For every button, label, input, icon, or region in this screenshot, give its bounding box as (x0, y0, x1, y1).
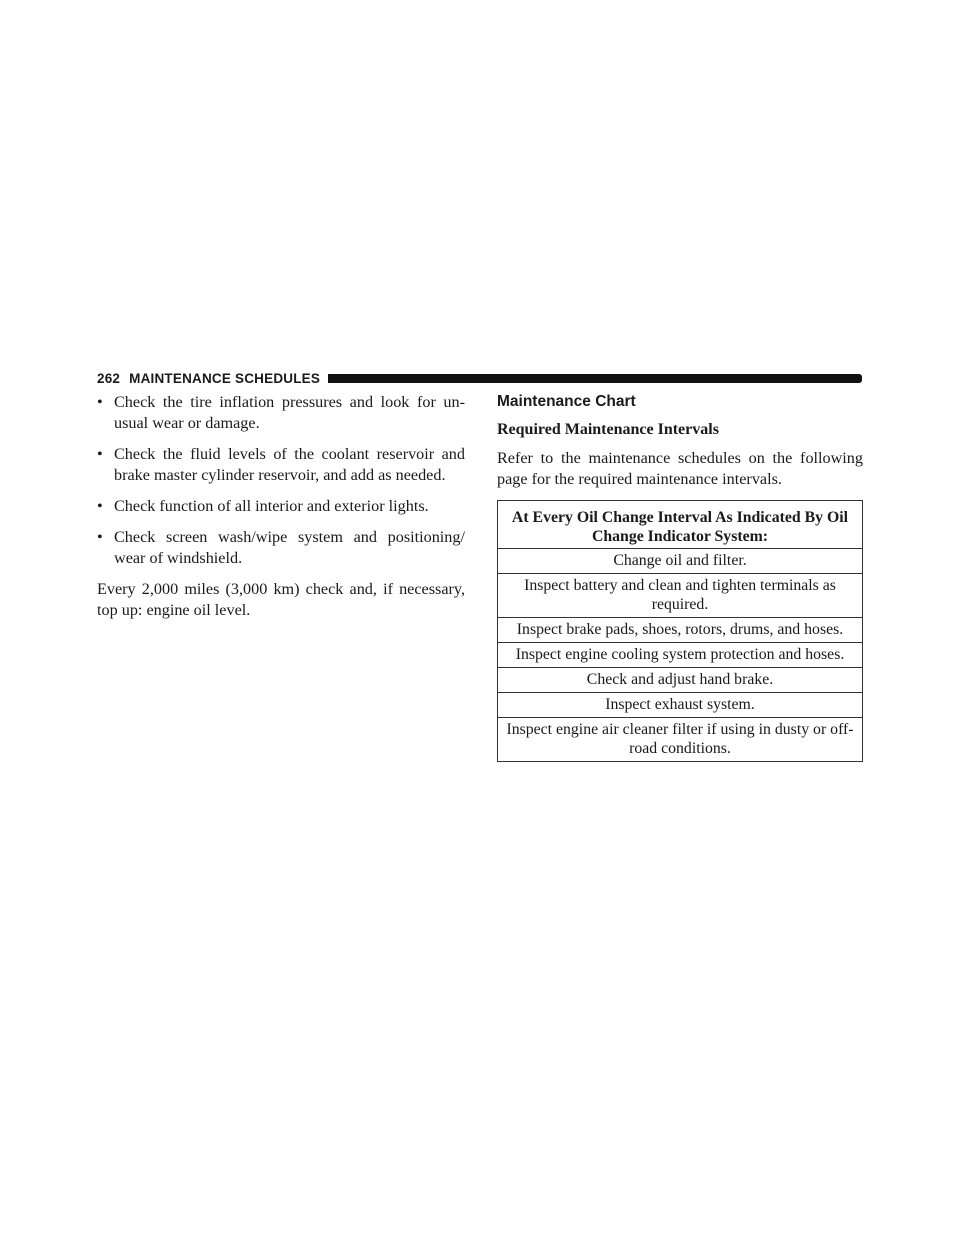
list-item-text: Check function of all interior and exterior lights. (114, 497, 429, 515)
table-row (498, 643, 863, 668)
intro-paragraph: Refer to the maintenance schedules on the following page for the required maintenance intervals. (497, 449, 863, 488)
bullet-icon: • (97, 393, 103, 411)
table-row (498, 574, 863, 618)
bullet-icon: • (97, 497, 103, 515)
maintenance-table (497, 500, 863, 762)
oil-check-paragraph: Every 2,000 miles (3,000 km) check and, if necessary, top up: engine oil level. (97, 580, 465, 619)
list-item (97, 444, 465, 486)
table-cell: Inspect battery and clean and tighten terminals as required. (498, 574, 863, 618)
table-cell: Inspect exhaust system. (498, 693, 863, 718)
list-item (97, 392, 465, 434)
table-cell: Change oil and filter. (498, 549, 863, 574)
table-row (498, 618, 863, 643)
page-number: 262 (97, 370, 121, 386)
required-intervals-subheading: Required Maintenance Intervals (497, 421, 719, 438)
table-header-row (498, 501, 863, 549)
bullet-icon: • (97, 445, 103, 463)
header-rule (328, 374, 862, 383)
list-item (97, 496, 465, 517)
table-row (498, 549, 863, 574)
list-item-text: Check screen wash/wipe system and positioning/ wear of windshield. (114, 528, 465, 567)
table-cell: Check and adjust hand brake. (498, 668, 863, 693)
list-item-text: Check the tire inflation pressures and look for un-usual wear or damage. (114, 393, 465, 432)
table-row (498, 718, 863, 762)
maintenance-chart-heading: Maintenance Chart (497, 393, 636, 410)
section-title: MAINTENANCE SCHEDULES (129, 370, 321, 386)
table-row (498, 693, 863, 718)
right-column (497, 392, 863, 762)
table-cell: Inspect engine air cleaner filter if using in dusty or off-road conditions. (498, 718, 863, 762)
left-column (97, 392, 465, 621)
page-header (97, 368, 862, 388)
list-item-text: Check the fluid levels of the coolant reservoir and brake master cylinder reservoir, and add as needed. (114, 445, 465, 484)
table-cell: Inspect engine cooling system protection and hoses. (498, 643, 863, 668)
table-header: At Every Oil Change Interval As Indicated By Oil Change Indicator System: (498, 501, 863, 549)
list-item (97, 527, 465, 569)
bullet-icon: • (97, 528, 103, 546)
table-row (498, 668, 863, 693)
table-cell: Inspect brake pads, shoes, rotors, drums, and hoses. (498, 618, 863, 643)
